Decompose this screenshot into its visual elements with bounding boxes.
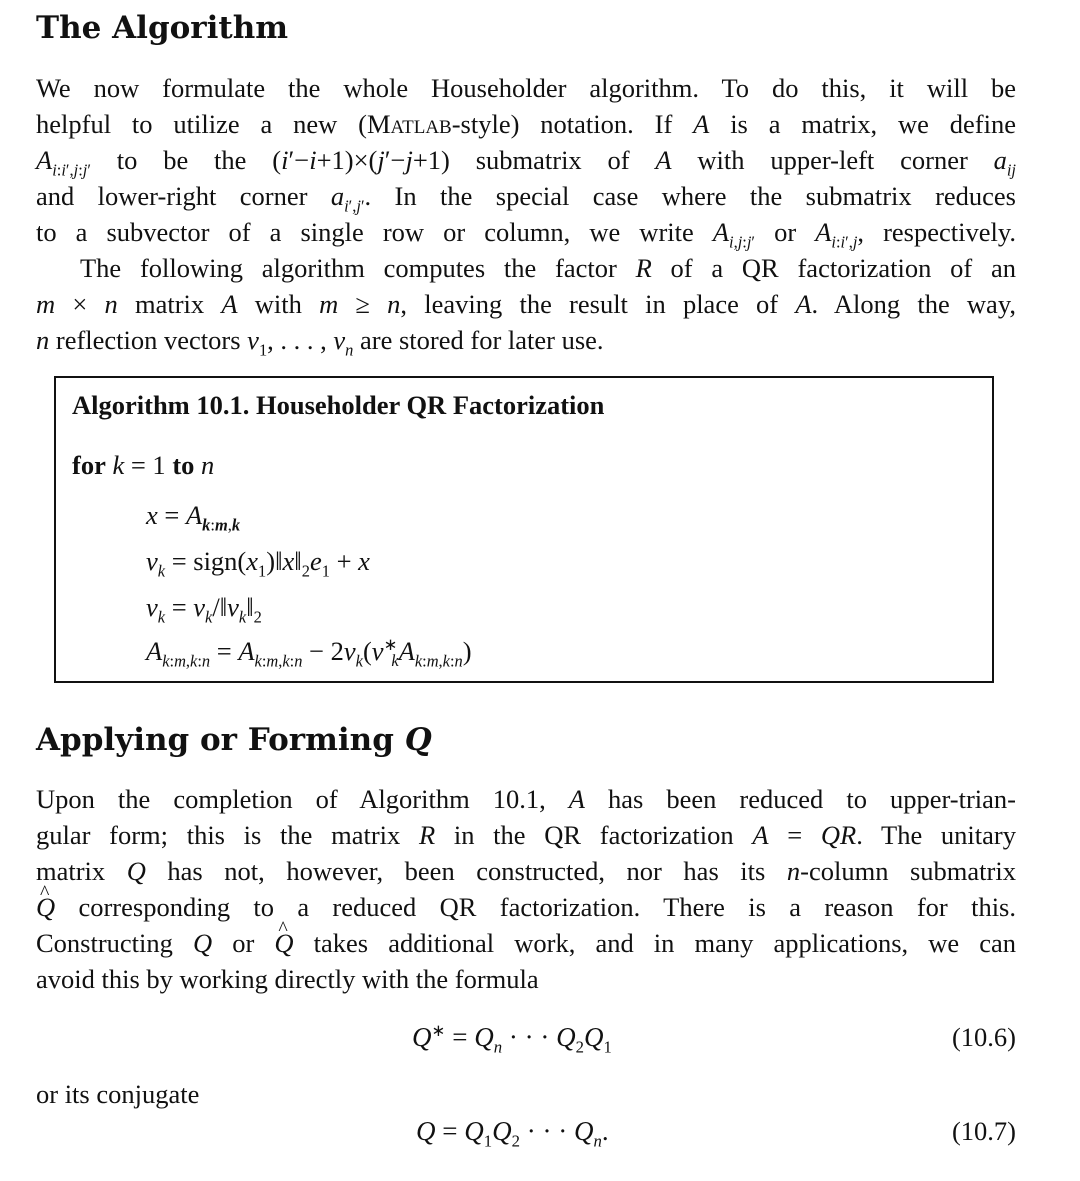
para-line: matrix Q has not, however, been constructed, nor has its n-column submatrix xyxy=(36,856,1016,886)
paragraph-applying xyxy=(36,781,1016,997)
para-line: n reflection vectors $v_1$, . . . , $v_n$ are stored for later use. xyxy=(36,325,604,360)
algorithm-line-normalize: $v_k$ = $v_k/‖v_k‖_2$ xyxy=(146,592,262,627)
para-line: The following algorithm computes the factor R of a QR factorization of an xyxy=(80,253,1016,283)
equation-number-10-7: (10.7) xyxy=(951,1116,1016,1146)
algorithm-line-loop: for k = 1 to n xyxy=(72,450,215,480)
para-line: avoid this by working directly with the formula xyxy=(36,964,539,994)
para-line: m × n matrix A with m ≥ n, leaving the result in place of A. Along the way, xyxy=(36,289,1016,319)
algorithm-line-vk: $v_k$ = $sign(x_1)‖x‖_2e_1 + x$ xyxy=(146,546,370,581)
algorithm-line-update: $A_{k:m,k:n} = A_{k:m,k:n} - 2v_k(v^∗_kA_{k:m,k:n})$ xyxy=(146,635,472,671)
equation-10-7: $Q = Q_1Q_2$ · · · $Q_n$. xyxy=(416,1116,609,1151)
paragraph-intro xyxy=(36,70,1016,358)
equation-10-6: $Q^∗ = Q_n$ · · · $Q_2Q_1$ xyxy=(412,1021,612,1057)
para-line: Constructing Q or ^ Q takes additional work, and in many applications, we can xyxy=(36,925,1016,961)
section-heading-applying: Applying or Forming Q xyxy=(36,722,432,758)
para-line: gular form; this is the matrix R in the QR factorization A = QR. The unitary xyxy=(36,820,1016,850)
para-line: helpful to utilize a new (Matlab-style) notation. If A is a matrix, we define xyxy=(36,109,1016,139)
algorithm-box xyxy=(54,376,994,683)
para-line: Upon the completion of Algorithm 10.1, A has been reduced to upper-trian- xyxy=(36,784,1016,814)
section-heading-algorithm: The Algorithm xyxy=(36,10,289,46)
para-line: $A_{i:i',j:j'}$ to be the (i′−i+1)×(j′−j+1) submatrix of A with upper-left corner $a_{ij}$ xyxy=(36,145,1016,180)
para-line: We now formulate the whole Householder algorithm. To do this, it will be xyxy=(36,73,1016,103)
equation-number-10-6: (10.6) xyxy=(951,1022,1016,1052)
para-line: to a subvector of a single row or column, we write $A_{i,j:j'}$ or $A_{i:i',j}$, respectively. xyxy=(36,217,1016,252)
algorithm-line-x: $x = A_{k:m,k}$ xyxy=(146,500,241,535)
text-or-its-conjugate: or its conjugate xyxy=(36,1079,200,1109)
algorithm-title: Algorithm 10.1. Householder QR Factorization xyxy=(72,390,605,420)
para-line: and lower-right corner $a_{i',j'}$. In the special case where the submatrix reduces xyxy=(36,181,1016,216)
para-line: ^ Q corresponding to a reduced QR factorization. There is a reason for this. xyxy=(36,889,1016,925)
